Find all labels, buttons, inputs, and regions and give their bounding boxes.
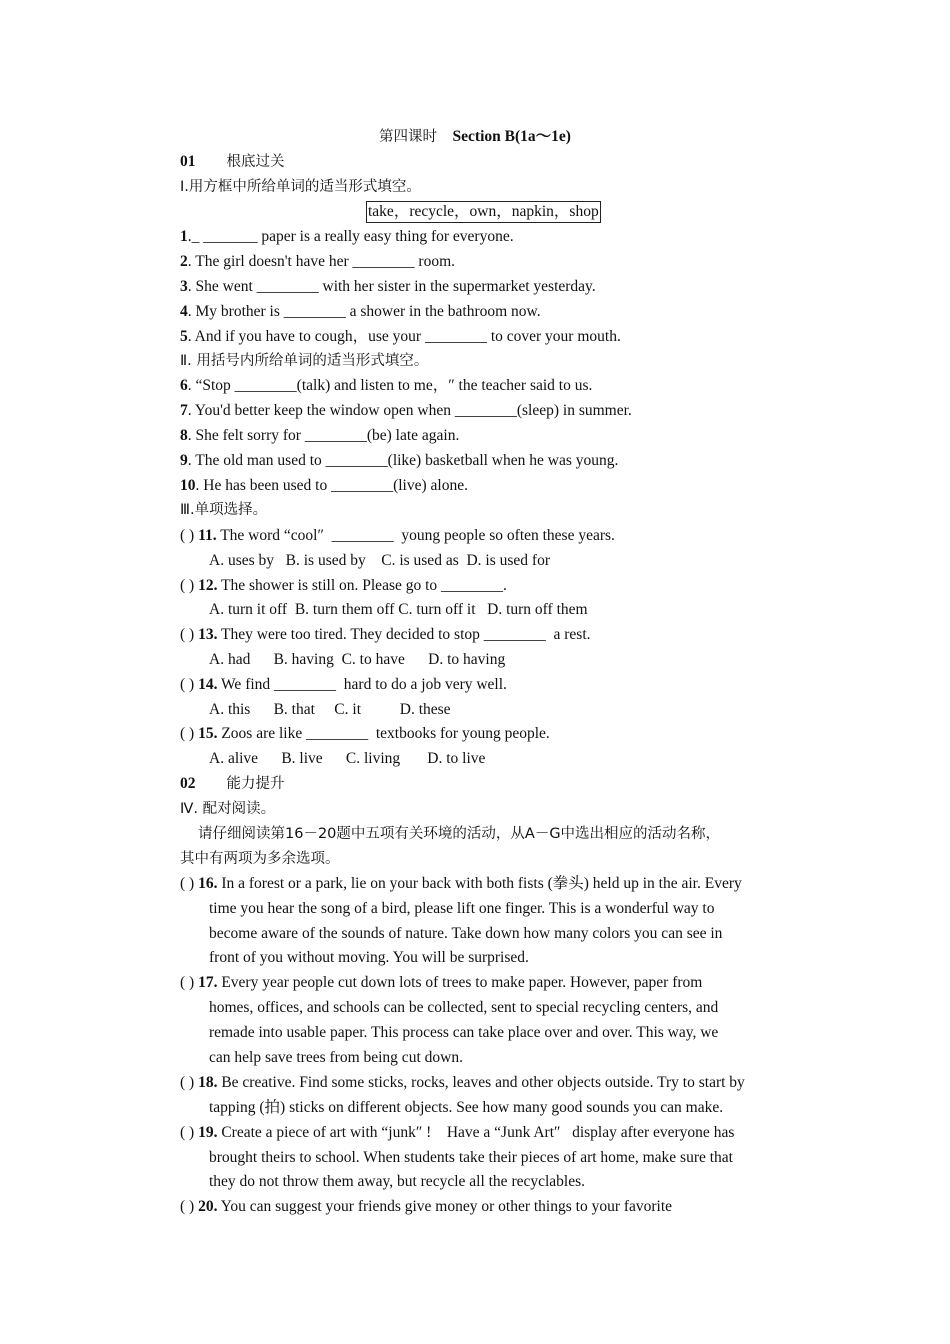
question-12: ( ) 12. The shower is still on. Please go to ________. [180, 577, 507, 594]
question-15: ( ) 15. Zoos are like ________ textbooks for young people. [180, 725, 550, 742]
question-17: ( ) 17. Every year people cut down lots of trees to make paper. However, paper from [180, 974, 703, 991]
question-19: ( ) 19. Create a piece of art with “junk″ ! Have a “Junk Art″ display after everyone has [180, 1124, 735, 1141]
question-14: ( ) 14. We find ________ hard to do a job very well. [180, 676, 507, 693]
question-18: ( ) 18. Be creative. Find some sticks, rocks, leaves and other objects outside. Try to start by [180, 1074, 745, 1091]
question-18-line2: tapping (拍) sticks on different objects. See how many good sounds you can make. [209, 1099, 724, 1116]
question-20: ( ) 20. You can suggest your friends give money or other things to your favorite [180, 1198, 673, 1215]
question-13-options: A. had B. having C. to have D. to having [209, 651, 506, 668]
question-8: 8. She felt sorry for ________(be) late again. [180, 427, 460, 444]
question-5: 5. And if you have to cough，use your ________ to cover your mouth. [180, 328, 621, 345]
question-19-line2: brought theirs to school. When students take their pieces of art home, make sure that [209, 1149, 733, 1166]
question-13: ( ) 13. They were too tired. They decided to stop ________ a rest. [180, 626, 591, 643]
section-label: Section B(1a～1e) [452, 128, 571, 145]
question-17-line4: can help save trees from being cut down. [209, 1049, 463, 1066]
question-3: 3. She went ________ with her sister in the supermarket yesterday. [180, 278, 596, 295]
page-title [0, 125, 950, 150]
question-12-options: A. turn it off B. turn them off C. turn off it D. turn off them [209, 601, 588, 618]
question-1: 1._ _______ paper is a really easy thing for everyone. [180, 228, 514, 245]
section-four-intro-line1: 请仔细阅读第16－20题中五项有关环境的活动，从A－G中选出相应的活动名称， [198, 826, 721, 842]
part-two-header: 02 能力提升 [180, 775, 285, 792]
question-10: 10. He has been used to ________(live) alone. [180, 477, 468, 494]
question-16-line3: become aware of the sounds of nature. Take down how many colors you can see in [209, 925, 723, 942]
question-6: 6. “Stop ________(talk) and listen to me，″ the teacher said to us. [180, 377, 593, 394]
question-9: 9. The old man used to ________(like) basketball when he was young. [180, 452, 619, 469]
section-four-heading: Ⅳ. 配对阅读。 [180, 801, 276, 817]
word-box: take，recycle，own，napkin，shop [366, 201, 601, 223]
question-7: 7. You'd better keep the window open when ________(sleep) in summer. [180, 402, 632, 419]
section-three-heading: Ⅲ.单项选择。 [180, 502, 268, 518]
section-two-heading: Ⅱ. 用括号内所给单词的适当形式填空。 [180, 353, 429, 369]
question-2: 2. The girl doesn't have her ________ room. [180, 253, 455, 270]
question-14-options: A. this B. that C. it D. these [209, 701, 451, 718]
part-one-header: 01 根底过关 [180, 153, 285, 170]
lesson-label: 第四课时 [379, 129, 438, 145]
question-15-options: A. alive B. live C. living D. to live [209, 750, 486, 767]
question-16: ( ) 16. In a forest or a park, lie on your back with both fists (拳头) held up in the air. Every [180, 875, 742, 892]
question-16-line4: front of you without moving. You will be surprised. [209, 949, 529, 966]
section-four-intro-line2: 其中有两项为多余选项。 [180, 851, 340, 867]
question-17-line2: homes, offices, and schools can be collected, sent to special recycling centers, and [209, 999, 719, 1016]
question-11-options: A. uses by B. is used by C. is used as D. is used for [209, 552, 550, 569]
section-one-heading: Ⅰ.用方框中所给单词的适当形式填空。 [180, 179, 421, 195]
question-19-line3: they do not throw them away, but recycle all the recyclables. [209, 1173, 586, 1190]
question-17-line3: remade into usable paper. This process can take place over and over. This way, we [209, 1024, 719, 1041]
question-16-line2: time you hear the song of a bird, please lift one finger. This is a wonderful way to [209, 900, 715, 917]
question-11: ( ) 11. The word “cool″ ________ young people so often these years. [180, 527, 615, 544]
question-4: 4. My brother is ________ a shower in the bathroom now. [180, 303, 541, 320]
